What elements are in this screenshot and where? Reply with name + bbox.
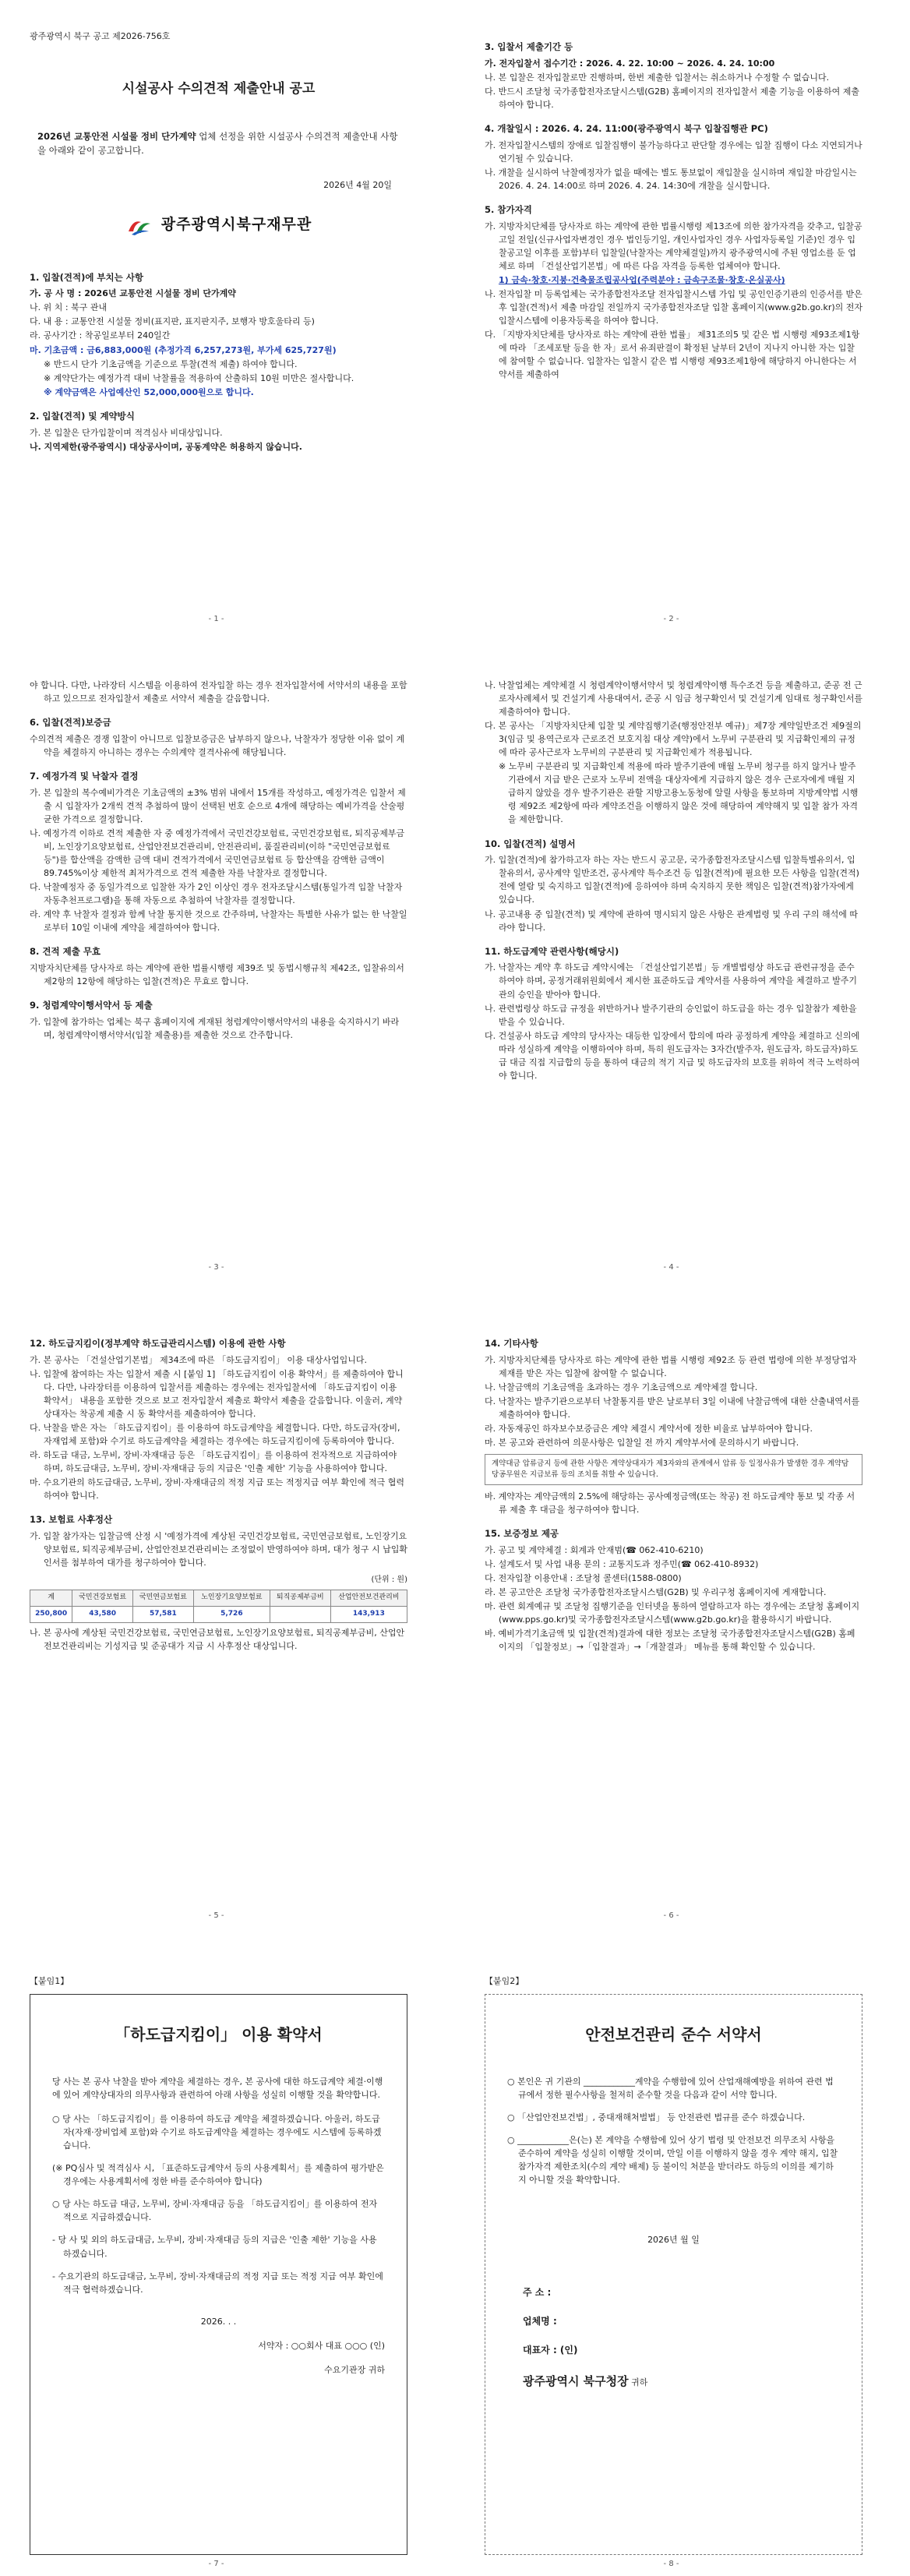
bukgu-logo-icon bbox=[125, 214, 153, 236]
safety-pledge-title: 안전보건관리 준수 서약서 bbox=[585, 2025, 762, 2045]
safety-date: 2026년 월 일 bbox=[647, 2235, 700, 2246]
page-number: - 3 - bbox=[208, 1262, 224, 1272]
section-14-item-e: 마. 본 공고와 관련하여 의문사항은 입찰일 전 까지 계약부서에 문의하시기 바랍니다. bbox=[485, 1438, 799, 1449]
pledge-item-4: - 수요기관의 하도급대금, 노무비, 장비·자재대금의 적정 지급 또는 적정 지급 여부 확인에 적극 협력하겠습니다. bbox=[52, 2271, 383, 2295]
section-6-text: 수의견적 제출은 경쟁 입찰이 아니므로 입찰보증금은 납부하지 않으나, 낙찰자가 정당한 이유 없이 계약을 체결하지 아니하는 경우는 수의계약 결격사유에 해당됩니다. bbox=[30, 733, 405, 757]
note-1: ※ 반드시 단가 기초금액을 기준으로 투찰(견적 제출) 하여야 합니다. bbox=[44, 358, 298, 369]
section-2-item-b: 나. 지역제한(광주광역시) 대상공사이며, 공동계약은 허용하지 않습니다. bbox=[30, 441, 302, 452]
pledge-title: 「하도급지킴이」 이용 확약서 bbox=[115, 2025, 323, 2045]
table-cell: 250,800 bbox=[30, 1606, 72, 1622]
section-2-heading: 2. 입찰(견적) 및 계약방식 bbox=[30, 410, 135, 422]
project-location: 나. 위 치 : 북구 관내 bbox=[30, 302, 108, 313]
table-header: 국민연금보험료 bbox=[133, 1590, 194, 1606]
section-12-item-e: 마. 수요기관의 하도급대금, 노무비, 장비·자재대금의 적정 지급 또는 적정지급 여부 확인에 적극 협력하여야 합니다. bbox=[30, 1477, 404, 1501]
contact-contract: 가. 공고 및 계약체결 : 회계과 안재범(☎ 062-410-6210) bbox=[485, 1544, 704, 1555]
project-period: 라. 공사기간 : 착공일로부터 240일간 bbox=[30, 330, 171, 341]
page-6 bbox=[455, 1297, 887, 1928]
section-12-heading: 12. 하도급지킴이(정부계약 하도급관리시스템) 이용에 관한 사항 bbox=[30, 1338, 286, 1349]
contact-design: 나. 설계도서 및 사업 내용 문의 : 교통지도과 정주민(☎ 062-410-8932) bbox=[485, 1558, 759, 1569]
page-4 bbox=[455, 648, 887, 1279]
section-5-continued: 야 합니다. 다만, 나라장터 시스템을 이용하여 전자입찰 하는 경우 전자입찰서에 서약서의 내용을 포함하고 있으므로 전자입찰서 제출로 서약서 제출을 갈음합니다. bbox=[30, 680, 407, 704]
base-amount: 마. 기초금액 : 금6,883,000원 (추정가격 6,257,273원, 부가세 625,727원) bbox=[30, 344, 337, 355]
table-unit: (단위 : 원) bbox=[371, 1576, 407, 1585]
project-content: 다. 내 용 : 교통안전 시설물 정비(표지판, 표지판지주, 보행자 방호울타리 등) bbox=[30, 316, 315, 327]
section-9-heading: 9. 청렴계약이행서약서 등 제출 bbox=[30, 1000, 153, 1011]
section-15-item-d: 라. 본 공고안은 조달청 국가종합전자조달시스템(G2B) 및 우리구청 홈페이지에 게재합니다. bbox=[485, 1586, 827, 1597]
section-4-item-b: 나. 개찰을 실시하여 낙찰예정자가 없을 때에는 별도 통보없이 재입찰을 실시하며 재입찰 마감일시는 2026. 4. 24. 14:00로 하며 2026. 4. 24. 14:30에 개찰을 실시합니다. bbox=[485, 167, 857, 191]
section-12-item-c: 다. 낙찰을 받은 자는 「하도급지킴이」를 이용하여 하도급계약을 체결합니다. 다만, 하도급자(장비, 자재업체 포함)와 수기로 하도급계약을 체결하는 경우에는 하도급지킴이에 등록하여야 합니다. bbox=[30, 1423, 400, 1447]
table-cell: 5,726 bbox=[193, 1606, 270, 1622]
page-5 bbox=[0, 1297, 432, 1928]
section-3-item-b: 나. 본 입찰은 전자입찰로만 진행하며, 한번 제출한 입찰서는 취소하거나 수정할 수 없습니다. bbox=[485, 72, 830, 83]
intro-paragraph bbox=[37, 130, 400, 158]
org-name: 광주광역시북구재무관 bbox=[160, 216, 312, 234]
section-15-heading: 15. 보증정보 제공 bbox=[485, 1527, 559, 1539]
table-header: 국민건강보험료 bbox=[72, 1590, 133, 1606]
section-7-item-c: 다. 낙찰예정자 중 동일가격으로 입찰한 자가 2인 이상인 경우 전자조달시스템(통일가격 입찰 낙찰자 자동추천프로그램)을 통해 자동으로 추첨하여 낙찰자를 결정합니다. bbox=[30, 882, 403, 906]
table-header: 퇴직공제부금비 bbox=[270, 1590, 330, 1606]
section-14-item-d: 라. 자동재공인 하자보수보증금은 계약 체결시 계약서에 정한 비율로 납부하여야 합니다. bbox=[485, 1424, 813, 1434]
section-6-heading: 6. 입찰(견적)보증금 bbox=[30, 717, 111, 729]
project-name: 가. 공 사 명 : 2026년 교통안전 시설물 정비 단가계약 bbox=[30, 288, 236, 299]
page-number: - 5 - bbox=[208, 1911, 224, 1920]
section-15-item-f: 바. 예비가격기초금액 및 입찰(견적)결과에 대한 정보는 조달청 국가종합전자조달시스템(G2B) 홈페이지의 「입찰정보」→「입찰결과」→「개찰결과」 메뉴를 통해 확인할 수 있습니다. bbox=[485, 1628, 855, 1652]
section-11-heading: 11. 하도급계약 관련사항(해당시) bbox=[485, 945, 619, 957]
page-number: - 1 - bbox=[208, 614, 224, 623]
page-number: - 7 - bbox=[208, 2559, 224, 2568]
section-1-heading: 1. 입찰(견적)에 부치는 사항 bbox=[30, 271, 143, 283]
table-cell: 143,913 bbox=[330, 1606, 407, 1622]
section-3-item-c: 다. 반드시 조달청 국가종합전자조달시스템(G2B) 홈페이지의 전자입찰서 제출 기능을 이용하여 제출하여야 합니다. bbox=[485, 86, 860, 110]
pledge-date: 2026. . . bbox=[200, 2316, 237, 2327]
safety-item-1: ○ 본인은 귀 기관의 ____________계약을 수행함에 있어 산업재해예방을 위하여 관련 법규에서 정한 필수사항을 철저히 준수할 것을 다음과 같이 서약 합니다. bbox=[507, 2077, 834, 2101]
section-4-heading: 4. 개찰일시 : 2026. 4. 24. 11:00(광주광역시 북구 입찰집행관 PC) bbox=[485, 123, 768, 134]
pledge-item-2: ○ 당 사는 하도급 대금, 노무비, 장비·자재대금 등을 「하도급지킴이」를 이용하여 전자적으로 지급하겠습니다. bbox=[52, 2199, 378, 2223]
section-3-heading: 3. 입찰서 제출기간 등 bbox=[485, 41, 573, 52]
section-14-item-f: 바. 계약자는 계약금액의 2.5%에 해당하는 공사예정금액(또는 착공) 전 하도급계약 통보 및 각종 서류 제출 후 대금을 청구하여야 합니다. bbox=[485, 1491, 855, 1515]
pledge-note: (※ PQ심사 및 적격심사 시, 「표준하도급계약서 등의 사용계획서」를 제출하여 평가받은 경우에는 사용계획서에 정한 바를 준수하여야 합니다) bbox=[52, 2163, 384, 2187]
section-9-item-b: 나. 낙찰업체는 계약체결 시 청렴계약이행서약서 및 청렴계약이행 특수조건 등을 제출하고, 준공 전 근로자사례체서 및 건설기계 사용대여서, 준공 시 임금 청구확인서 및 건설기계 임대료 청구확인서를 제출하여야 합니다. bbox=[485, 680, 862, 718]
table-cell: 57,581 bbox=[133, 1606, 194, 1622]
section-7-item-b: 나. 예정가격 이하로 견적 제출한 자 중 예정가격에서 국민건강보험료, 국민건강보험료, 퇴직공제부금비, 노인장기요양보험료, 산업안전보건관리비, 안전관리비, 품질관리비(이하 "국민연금보험료 등")를 합산액을 감액한 금액 대비 견적가격에서 국민연금보험료 등 합산액을 감액한 금액이 89.745%이상 제한적 최저가격으로 견적 제출한 자를 낙찰자로 결정합니다. bbox=[30, 827, 405, 879]
insurance-table bbox=[30, 1590, 407, 1623]
section-5-heading: 5. 참가자격 bbox=[485, 204, 532, 215]
section-14-heading: 14. 기타사항 bbox=[485, 1338, 538, 1349]
section-12-item-a: 가. 본 공사는 「건설산업기본법」 제34조에 따른 「하도급지킴이」 이용 대상사업입니다. bbox=[30, 1354, 367, 1365]
section-10-item-b: 나. 공고내용 중 입찰(견적) 및 계약에 관하여 명시되지 않은 사항은 관계법령 및 우리 구의 해석에 따라야 합니다. bbox=[485, 909, 858, 933]
section-8-heading: 8. 견적 제출 무효 bbox=[30, 946, 101, 958]
recipient-name: 광주광역시 북구청장 bbox=[523, 2374, 629, 2389]
table-header: 계 bbox=[30, 1590, 72, 1606]
safety-item-2: ○ 「산업안전보건법」, 중대재해처벌법」 등 안전관련 법규를 준수 하겠습니다. bbox=[507, 2112, 806, 2123]
section-14-item-c: 다. 낙찰자는 발주기관으로부터 낙찰통지를 받은 날로부터 3일 이내에 낙찰금액에 대한 산출내역서를 제출하여야 합니다. bbox=[485, 1396, 860, 1420]
section-4-item-a: 가. 전자입찰시스템의 장애로 입찰집행이 불가능하다고 판단할 경우에는 입찰 집행이 다소 지연되거나 연기될 수 있습니다. bbox=[485, 139, 862, 164]
notice-date: 2026년 4월 20일 bbox=[323, 180, 392, 191]
intro-bold: 2026년 교통안전 시설물 정비 단가계약 bbox=[37, 131, 196, 143]
notice-number: 광주광역시 북구 공고 제2026-756호 bbox=[30, 31, 171, 41]
table-header: 노인장기요양보험료 bbox=[193, 1590, 270, 1606]
pledge-frame bbox=[30, 1994, 407, 2555]
license-requirement: 1) 금속·창호·지붕·건축물조립공사업(주력분야 : 금속구조물·창호·온실공사) bbox=[499, 275, 785, 285]
company-field: 업체명 : bbox=[523, 2316, 557, 2327]
representative-field: 대표자 : (인) bbox=[523, 2344, 578, 2355]
section-12-item-d: 라. 하도급 대금, 노무비, 장비·자재대금 등은 「하도급지킴이」를 이용하여 전자적으로 지급하여야 하며, 하도급대금, 노무비, 장비·자재대금 등의 지급은 '인출 제한' 기능을 사용하여야 합니다. bbox=[30, 1450, 397, 1474]
section-14-item-a: 가. 지방자치단체를 당사자로 하는 계약에 관한 법률 시행령 제92조 등 관련 법령에 의한 부정당업자 제재를 받은 자는 입찰에 참여할 수 없습니다. bbox=[485, 1354, 857, 1378]
address-field: 주 소 : bbox=[523, 2287, 552, 2299]
section-12-item-b: 나. 입찰에 참여하는 자는 입찰서 제출 시 [붙임 1] 「하도급지킴이 이용 확약서」를 제출하여야 합니다. 다만, 나라장터를 이용하여 입찰서를 제출하는 경우에는 전자입찰서에 「하도급지킴이 이용 확약서」 내용을 포함한 것으로 보고 전자입찰서 제출로 확약서 제출을 갈음합니다. 이울러, 계약상대자는 착공계 제출 시 동 확약서를 제출하여야 합니다. bbox=[30, 1368, 404, 1419]
attachment-label: 【붙임2】 bbox=[485, 1976, 524, 1986]
table-header: 산업안전보건관리비 bbox=[330, 1590, 407, 1606]
table-row bbox=[30, 1606, 407, 1622]
section-5-item-c: 다. 「지방자치단체를 당사자로 하는 계약에 관한 법률」 제31조의5 및 같은 법 시행령 제93조제1항에 따라 「조세포탈 등을 한 자」로서 유죄판결이 확정된 날부터 2년이 지나지 아니한 자는 입찰에 참여할 수 없습니다. 입찰자는 입찰시 같은 법 시행령 제93조제1항에 해당하지 아니한다는 서약서를 제출하여 bbox=[485, 330, 860, 380]
section-2-item-a: 가. 본 입찰은 단가입찰이며 적격심사 비대상입니다. bbox=[30, 427, 223, 438]
recipient-suffix: 귀하 bbox=[628, 2377, 648, 2388]
section-9-item-c: 다. 본 공사는 「지방자치단체 입찰 및 계약집행기준(행정안전부 예규)」제7장 계약일반조건 제9절의3(임금 및 용역근로자 근로조건 보호지침 대상 계약)에서 노무비 구분관리 및 지급확인제의 규정에 따라 공사근로자 노무비의 구분관리 및 지급확인제가 적용됩니다. bbox=[485, 721, 862, 758]
table-cell bbox=[270, 1606, 330, 1622]
page-title: 시설공사 수의견적 제출안내 공고 bbox=[122, 81, 316, 97]
section-11-item-b: 나. 관련법령상 하도급 규정을 위반하거나 발주기관의 승인없이 하도급을 하는 경우 입찰참가 제한을 받을 수 있습니다. bbox=[485, 1003, 857, 1027]
pledge-recipient: 수요기관장 귀하 bbox=[324, 2364, 385, 2375]
section-7-item-a: 가. 본 입찰의 복수예비가격은 기초금액의 ±3% 범위 내에서 15개를 작성하고, 예정가격은 입찰서 제출 시 입찰자가 2개씩 견적 추첨하여 많이 선택된 번호 순으로 4개에 해당하는 예비가격을 산술평균한 가격으로 결정합니다. bbox=[30, 787, 406, 824]
section-5-item-b: 나. 전자입찰 미 등록업체는 국가종합전자조달 전자입찰시스템 가입 및 공인인증기관의 인증서를 받은 후 입찰(견적)서 제출 마감일 전일까지 국가종합전자조달 입찰 홈페이지(www.g2b.go.kr)의 전자입찰시스템에 이용자등록을 하여야 합니다. bbox=[485, 289, 863, 326]
page-2 bbox=[455, 0, 887, 631]
section-13-item-b: 나. 본 공사에 계상된 국민건강보험료, 국민연금보험료, 노인장기요양보험료, 퇴직공제부금비, 산업안전보건관리비는 기성지급 및 준공대가 지급 시 사후정산 대상입니다. bbox=[30, 1627, 405, 1651]
section-13-heading: 13. 보험료 사후정산 bbox=[30, 1514, 113, 1526]
safety-item-3: ○ ____________은(는) 본 계약을 수행함에 있어 상기 법령 및 안전보건 의무조치 사항을 준수하여 계약을 성실히 이행할 것이며, 만일 이를 이행하지 않을 경우 계약 해지, 입찰참가자격 제한조치(수의 계약 배제) 등 불이익 처분을 받더라도 하등의 이의를 제기하지 아니할 것을 확약합니다. bbox=[507, 2135, 838, 2186]
contact-callcenter: 다. 전자입찰 이용안내 : 조달청 콜센터(1588-0800) bbox=[485, 1572, 682, 1583]
section-7-heading: 7. 예정가격 및 낙찰자 결정 bbox=[30, 771, 139, 782]
attachment-label: 【붙임1】 bbox=[30, 1976, 69, 1986]
pledge-signer: 서약자 : ○○회사 대표 ○○○ (인) bbox=[258, 2340, 385, 2351]
bid-period: 가. 전자입찰서 접수기간 : 2026. 4. 22. 10:00 ~ 2026. 4. 24. 10:00 bbox=[485, 58, 775, 69]
page-number: - 6 - bbox=[663, 1911, 679, 1920]
safety-pledge-frame bbox=[485, 1994, 862, 2555]
intro-rest: 업체 선정을 위한 시설공사 수의견적 제출안내 사항을 아래와 같이 공고합니다. bbox=[37, 131, 398, 157]
section-5-item-a: 가. 지방자치단체를 당사자로 하는 계약에 관한 법률시행령 제13조에 의한 참가자격을 갖추고, 입찰공고일 전일(신규사업자변경인 경우 법인등기일, 개인사업자인 경우 사업자등록일 기준)인 경우 입찰공고일 이후를 포함)부터 입찰일(낙찰자는 계약체결일)까지 광주광역시에 주된 영업소를 둔 업체로 하며 「건설산업기본법」에 따른 다음 자격을 등록한 업체여야 합니다. bbox=[485, 221, 862, 271]
section-10-heading: 10. 입찰(견적) 설명서 bbox=[485, 838, 576, 849]
section-10-item-a: 가. 입찰(견적)에 참가하고자 하는 자는 반드시 공고문, 국가종합전자조달시스템 입찰특별유의서, 입찰유의서, 공사계약 일반조건, 공사계약 특수조건 등 입찰(견적)에 필요한 모든 사항을 입찰(견적)전에 열람 및 숙지하고 입찰(견적)에 응하여야 하며 숙지하지 못한 책임은 입찰(견적)참가자에게 있습니다. bbox=[485, 855, 859, 905]
notice-box: 계약대금 압류금지 등에 관한 사항은 계약상대자가 제3자와의 관계에서 압류 등 일정사유가 발생한 경우 계약담당공무원은 지급보류 등의 조치를 취할 수 있습니다. bbox=[485, 1454, 862, 1485]
pledge-item-1: ○ 당 사는 「하도급지킴이」를 이용하여 하도급 계약을 체결하겠습니다. 아울러, 하도급자(자재·장비업체 포함)와 수기로 하도급계약을 체결하는 경우에도 시스템에 등록하겠습니다. bbox=[52, 2114, 382, 2151]
section-15-item-e: 마. 관련 회계예규 및 조달청 집행기준을 인터넷을 통하여 열람하고자 하는 경우에는 조달청 홈페이지(www.pps.go.kr)및 국가종합전자조달시스템(www.g2b.go.kr)을 활용하시기 바랍니다. bbox=[485, 1600, 860, 1625]
page-number: - 4 - bbox=[663, 1262, 679, 1272]
note-2: ※ 계약단가는 예정가격 대비 낙찰률을 적용하여 산출하되 10원 미만은 절사합니다. bbox=[44, 372, 354, 383]
org-signature bbox=[30, 213, 407, 236]
page-3 bbox=[0, 648, 432, 1279]
page-number: - 8 - bbox=[663, 2559, 679, 2568]
section-9-item-a: 가. 입찰에 참가하는 업체는 북구 홈페이지에 게재된 청렴계약이행서약서의 내용을 숙지하시기 바라며, 청렴계약이행서약서(입찰 제출용)를 제출한 것으로 간주합니다. bbox=[30, 1017, 400, 1041]
section-11-item-c: 다. 건설공사 하도급 계약의 당사자는 대등한 입장에서 합의에 따라 공정하게 계약을 체결하고 신의에 따라 성실하게 계약을 이행하여야 하며, 특히 원도급자는 3자간(발주자, 원도급자, 하도급자)하도급 대금 직접 지급합의 등을 통하여 대금의 적기 지급 및 하도급자의 보호를 위하여 적극 노력하여야 합니다. bbox=[485, 1030, 860, 1081]
section-11-item-a: 가. 낙찰자는 계약 후 하도급 계약시에는 「건설산업기본법」등 개별법령상 하도급 관련규정을 준수하여야 하며, 공정거래위원회에서 제시한 표준하도급 계약서를 사용하여 계약을 체결하고 발주기관의 승인을 받아야 합니다. bbox=[485, 962, 858, 1000]
page-7 bbox=[0, 1945, 432, 2576]
section-13-item-a: 가. 입찰 참가자는 입찰금액 산정 시 '예정가격에 계상된 국민건강보험료, 국민연금보험료, 노인장기요양보험료, 퇴직공제부금비, 산업안전보건관리비는 조정없이 반영하여야 하며, 대가 청구 시 납입확인서를 첨부하여 대가를 청구하여야 합니다. bbox=[30, 1531, 407, 1569]
recipient-office bbox=[523, 2373, 840, 2391]
table-cell: 43,580 bbox=[72, 1606, 133, 1622]
section-14-item-b: 나. 낙찰금액의 기초금액을 초과하는 경우 기초금액으로 계약체결 합니다. bbox=[485, 1382, 758, 1392]
section-7-item-d: 라. 계약 후 낙찰자 결정과 함께 낙찰 통지한 것으로 간주하며, 낙찰자는 특별한 사유가 없는 한 낙찰일로부터 10일 이내에 계약을 체결하여야 합니다. bbox=[30, 909, 407, 933]
page-1 bbox=[0, 0, 432, 631]
page-8 bbox=[455, 1945, 887, 2576]
pledge-intro: 당 사는 본 공사 낙찰을 받아 계약을 체결하는 경우, 본 공사에 대한 하도급계약 체결·이행에 있어 계약상대자의 의무사항과 관련하여 아래 사항을 성실히 이행할 것을 확약합니다. bbox=[52, 2077, 383, 2101]
table-header-row bbox=[30, 1590, 407, 1606]
page-number: - 2 - bbox=[663, 614, 679, 623]
section-9-note: ※ 노무비 구분관리 및 지급확인제 적용에 따라 발주기관에 매월 노무비 청구를 하지 않거나 발주기관에서 지급 받은 근로자 노무비 전액을 대상자에게 지급하지 않은 경우 근로자에게 매월 지급하지 않았을 경우 발주기관은 관할 지방고용노동청에 알릴 사항을 통보하며 지방계약법 시행령 제92조 제2항에 따라 계약조건을 이행하지 않은 것에 해당하여 계약해지 및 입찰 참가 자격을 제한합니다. bbox=[499, 761, 859, 825]
note-3: ※ 계약금액은 사업예산인 52,000,000원으로 합니다. bbox=[44, 386, 254, 397]
section-8-text: 지방자치단체를 당사자로 하는 계약에 관한 법률시행령 제39조 및 동법시행규칙 제42조, 입찰유의서 제2항의 12항에 해당하는 입찰(견적)은 무효로 합니다. bbox=[30, 963, 404, 987]
pledge-item-3: - 당 사 및 외의 하도급대금, 노무비, 장비·자재대금 등의 지급은 '인출 제한' 기능을 사용하겠습니다. bbox=[52, 2235, 377, 2259]
